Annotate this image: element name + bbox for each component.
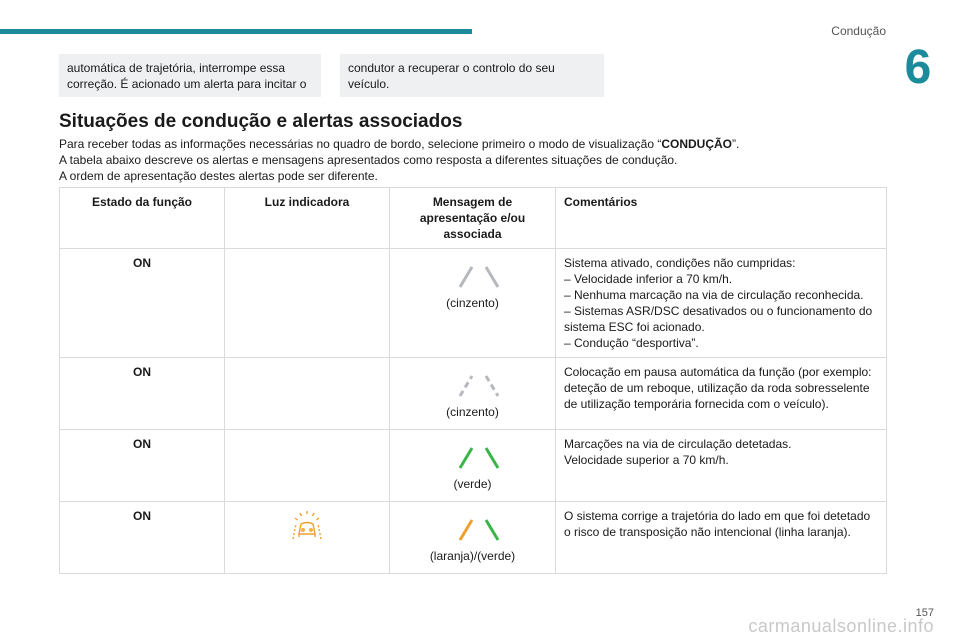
light-cell xyxy=(225,249,390,358)
section-heading: Situações de condução e alertas associados xyxy=(59,111,463,132)
header-accent-bar xyxy=(0,29,472,34)
light-cell xyxy=(225,502,390,574)
message-caption: (verde) xyxy=(453,477,492,491)
message-caption: (laranja)/(verde) xyxy=(429,549,516,563)
lane-lines-dashed-grey-icon xyxy=(438,372,508,398)
table-row xyxy=(60,502,887,574)
continued-text-right: condutor a recuperar o controlo do seu veículo. xyxy=(340,54,604,97)
message-cell xyxy=(390,430,556,502)
header-message: Mensagem de apresentação e/ou associada xyxy=(390,188,556,249)
page-number: 157 xyxy=(915,607,934,619)
table-header-row xyxy=(60,188,887,249)
intro-text: Para receber todas as informações necessárias no quadro de bordo, selecione primeiro o modo de visualização “CONDUÇÃO”. A tabela abaixo descreve os alertas e mensagens apresentados como resposta a diferentes situações de condução. A ordem de apresentação destes alertas pode ser diferente. xyxy=(59,137,740,183)
state-cell: ON xyxy=(60,502,225,574)
message-caption: (cinzento) xyxy=(446,296,499,310)
intro-bold-mode: CONDUÇÃO xyxy=(661,137,733,151)
message-cell xyxy=(390,249,556,358)
lane-lines-green-icon xyxy=(438,444,508,470)
header-state: Estado da função xyxy=(60,188,225,249)
state-cell: ON xyxy=(60,430,225,502)
state-cell: ON xyxy=(60,358,225,430)
state-cell: ON xyxy=(60,249,225,358)
light-cell xyxy=(225,358,390,430)
lane-keep-warning-icon xyxy=(290,510,324,540)
lane-lines-orange-green-icon xyxy=(438,516,508,542)
comment-cell: Colocação em pausa automática da função (por exemplo: deteção de um reboque, utilização da roda sobresselente de utilização temporária fornecida com o veículo). xyxy=(556,358,887,430)
comment-cell: Marcações na via de circulação detetadas. Velocidade superior a 70 km/h. xyxy=(556,430,887,502)
section-title: Condução xyxy=(831,24,886,38)
table-row xyxy=(60,358,887,430)
table-row xyxy=(60,430,887,502)
message-caption: (cinzento) xyxy=(446,405,499,419)
light-cell xyxy=(225,430,390,502)
watermark: carmanualsonline.info xyxy=(748,616,934,636)
message-cell xyxy=(390,358,556,430)
chapter-number: 6 xyxy=(904,41,932,94)
table-row xyxy=(60,249,887,358)
message-cell xyxy=(390,502,556,574)
continued-text-left: automática de trajetória, interrompe essa correção. É acionado um alerta para incitar o xyxy=(59,54,321,97)
comment-cell: Sistema ativado, condições não cumpridas: – Velocidade inferior a 70 km/h. – Nenhuma marcação na via de circulação reconhecida. – Sistemas ASR/DSC desativados ou o funcionamento do sistema ESC foi acionado. – Condução “desportiva”. xyxy=(556,249,887,358)
header-light: Luz indicadora xyxy=(225,188,390,249)
header-comments: Comentários xyxy=(556,188,887,249)
lane-lines-grey-icon xyxy=(438,263,508,289)
alerts-table xyxy=(59,187,887,574)
comment-cell: O sistema corrige a trajetória do lado em que foi detetado o risco de transposição não intencional (linha laranja). xyxy=(556,502,887,574)
